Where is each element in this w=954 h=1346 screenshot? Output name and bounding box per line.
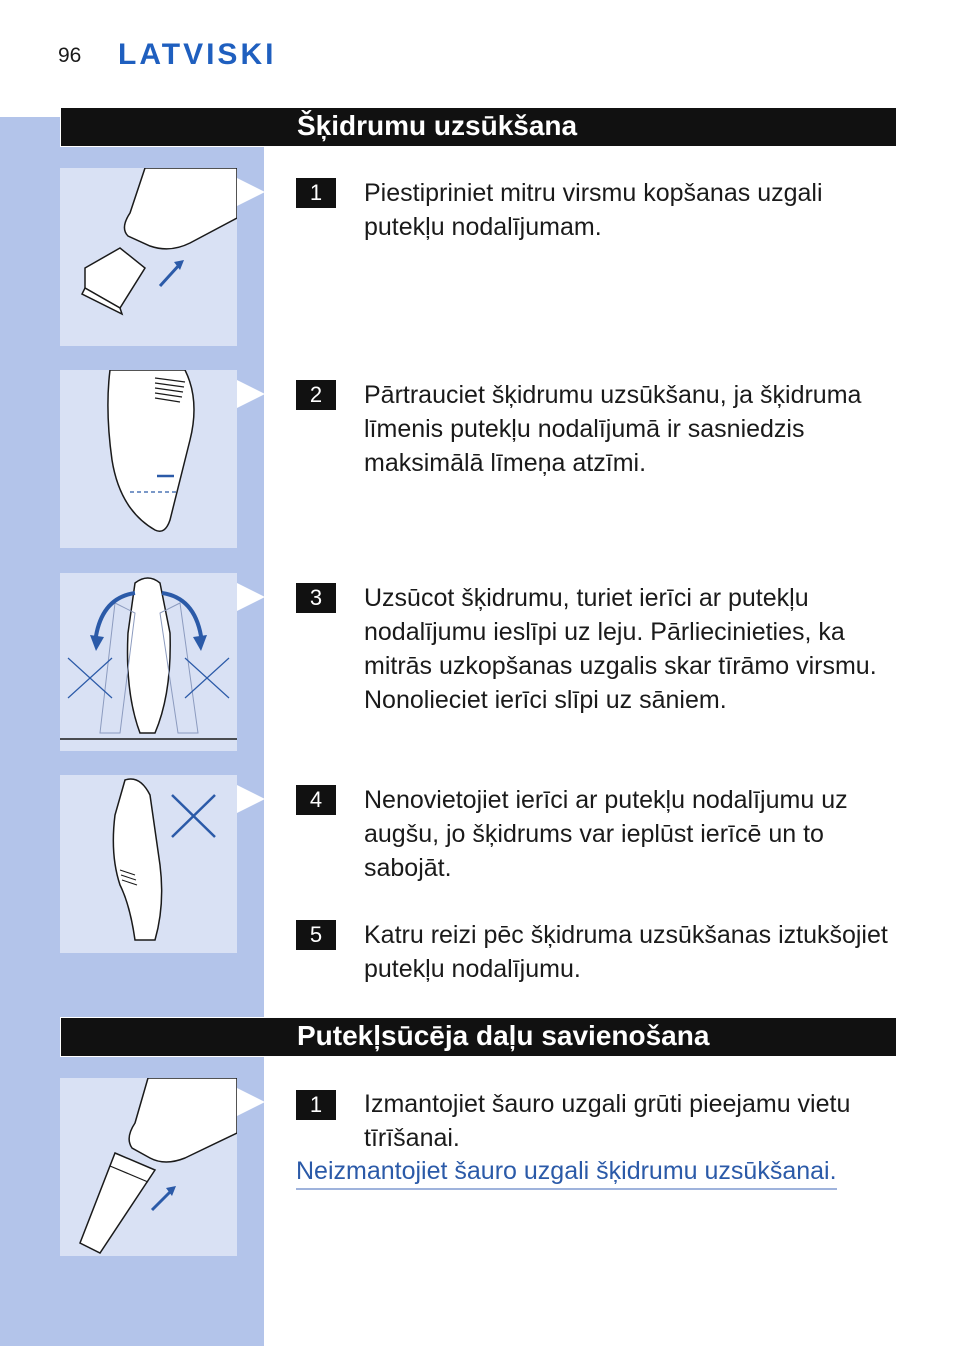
section-bar-liquid bbox=[60, 107, 897, 147]
page-number: 96 bbox=[58, 44, 82, 67]
section-title: Šķidrumu uzsūkšana bbox=[297, 110, 578, 141]
illustration-holding-angle bbox=[60, 573, 237, 751]
step-text: Uzsūcot šķidrumu, turiet ierīci ar putekļu nodalījumu ieslīpi uz leju. Pārliecinieties, ka mitrās uzkopšanas uzgalis skar tīrāmo virsmu. Nonolieciet ierīci slīpi uz sāniem. bbox=[364, 584, 877, 714]
illustration-no-upright bbox=[60, 775, 237, 953]
illustration-pointer bbox=[237, 583, 265, 611]
illustration-pointer bbox=[237, 785, 265, 813]
step-number: 4 bbox=[296, 785, 336, 815]
step-text: Katru reizi pēc šķidruma uzsūkšanas iztukšojiet putekļu nodalījumu. bbox=[364, 921, 888, 983]
step-number: 1 bbox=[296, 1090, 336, 1120]
section-title: Putekļsūcēja daļu savienošana bbox=[297, 1020, 710, 1051]
step-number: 3 bbox=[296, 583, 336, 613]
step-text: Izmantojiet šauro uzgali grūti pieejamu vietu tīrīšanai. bbox=[364, 1090, 851, 1152]
illustration-max-level bbox=[60, 370, 237, 548]
section-bar-assembly bbox=[60, 1017, 897, 1057]
step-text: Nenovietojiet ierīci ar putekļu nodalījumu uz augšu, jo šķidrums var ieplūst ierīcē un to sabojāt. bbox=[364, 786, 848, 882]
step-number: 2 bbox=[296, 380, 336, 410]
warning-note: Neizmantojiet šauro uzgali šķidrumu uzsūkšanai. bbox=[296, 1155, 837, 1190]
step-number: 1 bbox=[296, 178, 336, 208]
illustration-pointer bbox=[237, 1088, 265, 1116]
illustration-crevice-nozzle bbox=[60, 1078, 237, 1256]
step-text: Pārtrauciet šķidrumu uzsūkšanu, ja šķidruma līmenis putekļu nodalījumā ir sasniedzis maksimālā līmeņa atzīmi. bbox=[364, 381, 862, 477]
step-number: 5 bbox=[296, 920, 336, 950]
illustration-wet-nozzle bbox=[60, 168, 237, 346]
illustration-pointer bbox=[237, 178, 265, 206]
illustration-pointer bbox=[237, 380, 265, 408]
step-text: Piestipriniet mitru virsmu kopšanas uzgali putekļu nodalījumam. bbox=[364, 179, 823, 241]
language-heading: LATVISKI bbox=[118, 38, 277, 71]
